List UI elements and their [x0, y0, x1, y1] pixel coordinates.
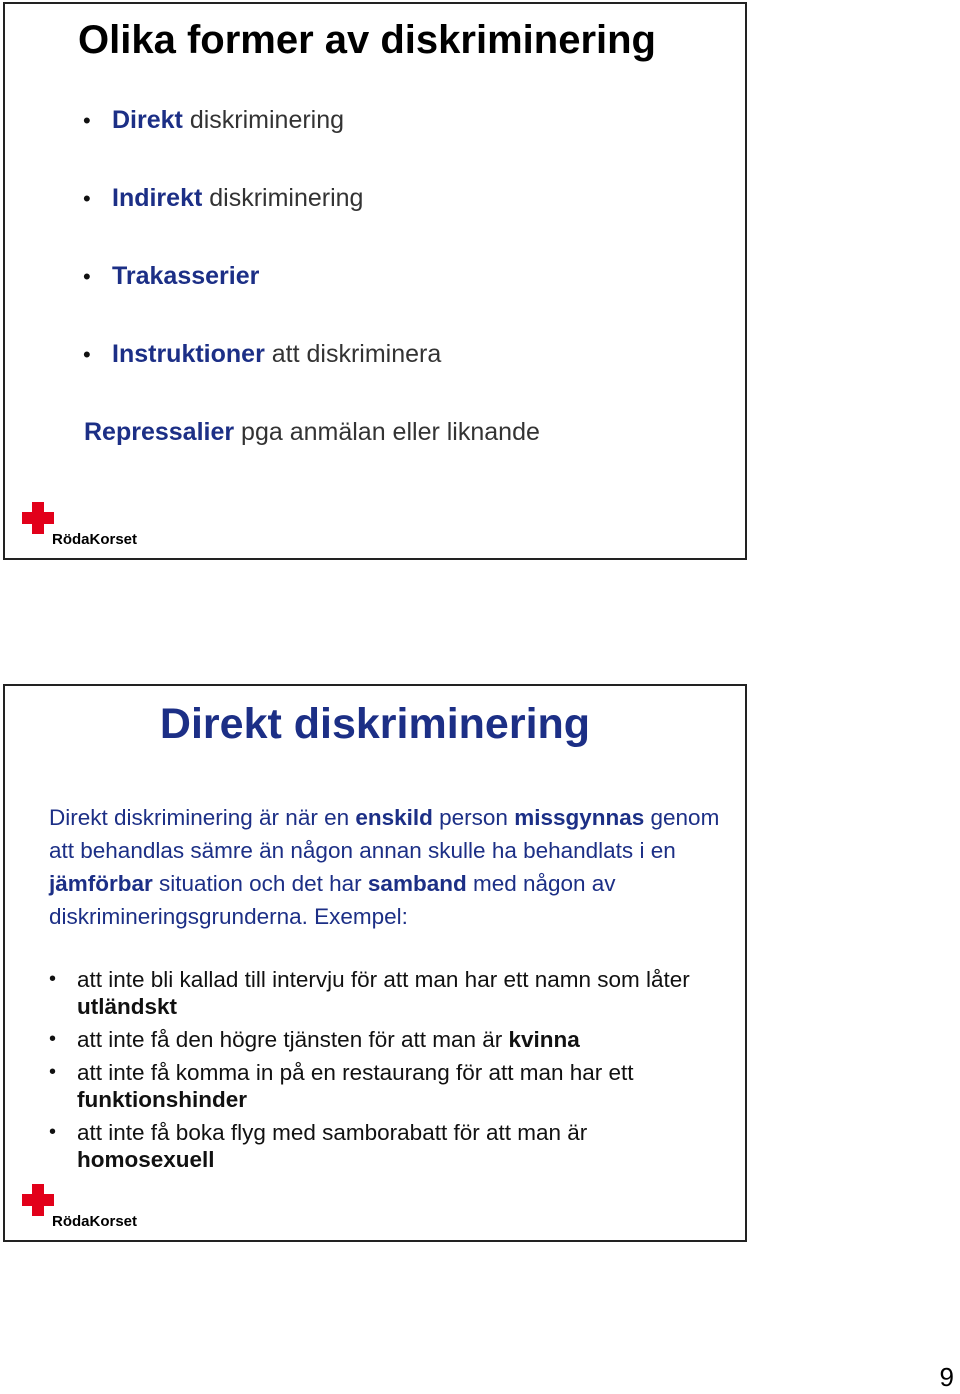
para-bold: missgynnas	[514, 805, 645, 830]
slide-2	[3, 684, 747, 1242]
bullet: •	[83, 264, 91, 289]
item-bold: funktionshinder	[77, 1087, 247, 1112]
item-bold: utländskt	[77, 994, 178, 1019]
item-bold: Repressalier	[84, 418, 235, 446]
slide-1-title: Olika former av diskriminering	[78, 18, 656, 62]
item-bold: Trakasserier	[112, 262, 260, 290]
slide-1	[3, 2, 747, 560]
para-text: genom att behandlas sämre än någon annan skulle ha behandlats i en	[49, 805, 720, 863]
item-text: att diskriminera	[264, 340, 442, 368]
item-text: att inte få komma in på en restaurang för att man har ett	[77, 1060, 634, 1085]
bullet: •	[83, 342, 91, 367]
para-text: situation och det har	[152, 871, 368, 896]
roda-korset-logo	[20, 500, 150, 550]
para-bold: enskild	[355, 805, 433, 830]
logo-text: RödaKorset	[52, 531, 138, 548]
slide-2-paragraph	[49, 801, 739, 933]
page-number: 9	[939, 1362, 954, 1392]
item-text: diskriminering	[202, 184, 364, 212]
roda-korset-logo	[20, 1182, 150, 1232]
item-bold: Indirekt	[112, 184, 203, 212]
item-bold: Instruktioner	[112, 340, 265, 368]
item-text: att inte få boka flyg med samborabatt för att man är	[77, 1120, 588, 1145]
item-bold: kvinna	[508, 1027, 580, 1052]
para-text: med någon av diskrimineringsgrunderna. Exempel:	[49, 871, 616, 929]
item-text: pga anmälan eller liknande	[234, 418, 540, 446]
para-text: person	[432, 805, 515, 830]
para-bold: jämförbar	[49, 871, 153, 896]
item-bold: Direkt	[112, 106, 183, 134]
bullet: •	[49, 1121, 57, 1143]
item-text: att inte få den högre tjänsten för att man är	[77, 1027, 509, 1052]
bullet: •	[49, 1028, 57, 1050]
red-cross-icon	[22, 1184, 54, 1216]
item-text: att inte bli kallad till intervju för att man har ett namn som låter	[77, 967, 690, 992]
red-cross-icon	[22, 502, 54, 534]
bullet: •	[49, 1061, 57, 1083]
item-bold: homosexuell	[77, 1147, 215, 1172]
para-text: Direkt diskriminering är när en	[49, 805, 356, 830]
bullet: •	[83, 108, 91, 133]
bullet: •	[49, 968, 57, 990]
logo-text: RödaKorset	[52, 1213, 138, 1230]
bullet: •	[83, 186, 91, 211]
slide-2-title: Direkt diskriminering	[159, 700, 591, 748]
para-bold: samband	[367, 871, 467, 896]
item-text: diskriminering	[182, 106, 345, 134]
